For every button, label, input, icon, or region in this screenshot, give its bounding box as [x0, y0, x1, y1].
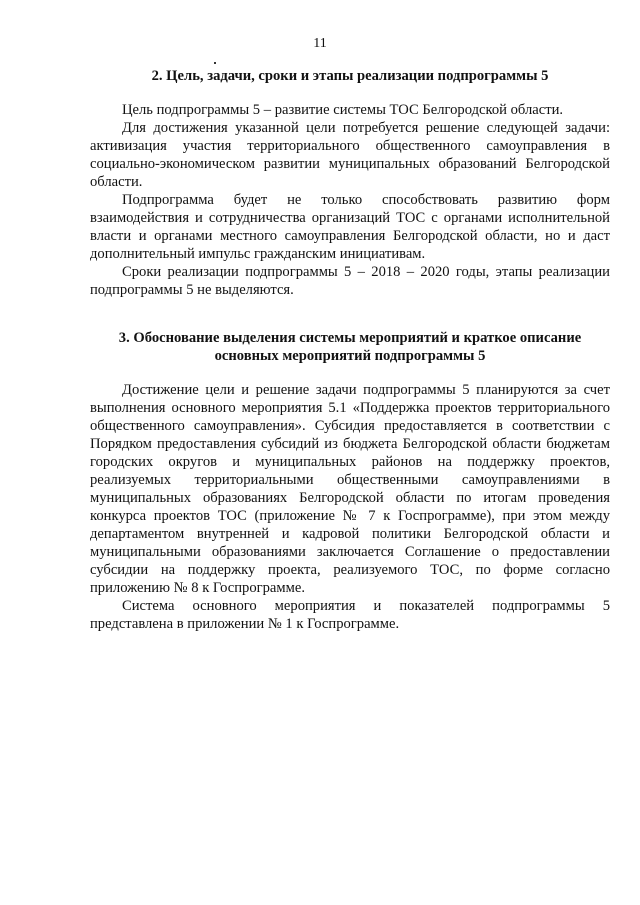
document-body	[90, 67, 610, 633]
section-3-heading-line-2: основных мероприятий подпрограммы 5	[214, 348, 486, 364]
section-3-heading	[90, 329, 610, 365]
scan-mark	[214, 62, 216, 64]
section-3-heading-line-1: 3. Обоснование выделения системы мероприятий и краткое описание	[118, 330, 582, 346]
section-2-heading: 2. Цель, задачи, сроки и этапы реализации подпрограммы 5	[151, 68, 549, 84]
page-number: 11	[313, 36, 327, 51]
section-3-paragraph: Система основного мероприятия и показателей подпрограммы 5 представлена в приложении № 1 к Госпрограмме.	[90, 598, 610, 632]
section-2-paragraph: Сроки реализации подпрограммы 5 – 2018 – 2020 годы, этапы реализации подпрограммы 5 не выделяются.	[90, 264, 610, 298]
section-2-paragraph: Цель подпрограммы 5 – развитие системы ТОС Белгородской области.	[122, 102, 564, 118]
section-2-paragraph: Подпрограмма будет не только способствовать развитию форм взаимодействия и сотрудничества организаций ТОС с органами исполнительной власти и органами местного самоуправления Белгородской области, но и даст дополнительный импульс гражданским инициативам.	[90, 192, 610, 262]
section-2-paragraph: Для достижения указанной цели потребуется решение следующей задачи: активизация участия территориального общественного самоуправления в социально-экономическом развитии муниципальных образований Белгородской области.	[90, 120, 610, 190]
section-3-paragraph: Достижение цели и решение задачи подпрограммы 5 планируются за счет выполнения основного мероприятия 5.1 «Поддержка проектов территориального общественного самоуправления». Субсидия предоставляется в соответствии с Порядком предоставления субсидий из бюджета Белгородской области бюджетам городских округов и муниципальных районов на поддержку проектов, реализуемых территориальными общественными самоуправлениями в муниципальных образованиях Белгородской области по итогам проведения конкурса проектов ТОС (приложение № 7 к Госпрограмме), при этом между департаментом внутренней и кадровой политики Белгородской области и муниципальными образованиями заключается Соглашение о предоставлении субсидии на поддержку проекта, реализуемого ТОС, по форме согласно приложению № 8 к Госпрограмме.	[90, 382, 610, 596]
